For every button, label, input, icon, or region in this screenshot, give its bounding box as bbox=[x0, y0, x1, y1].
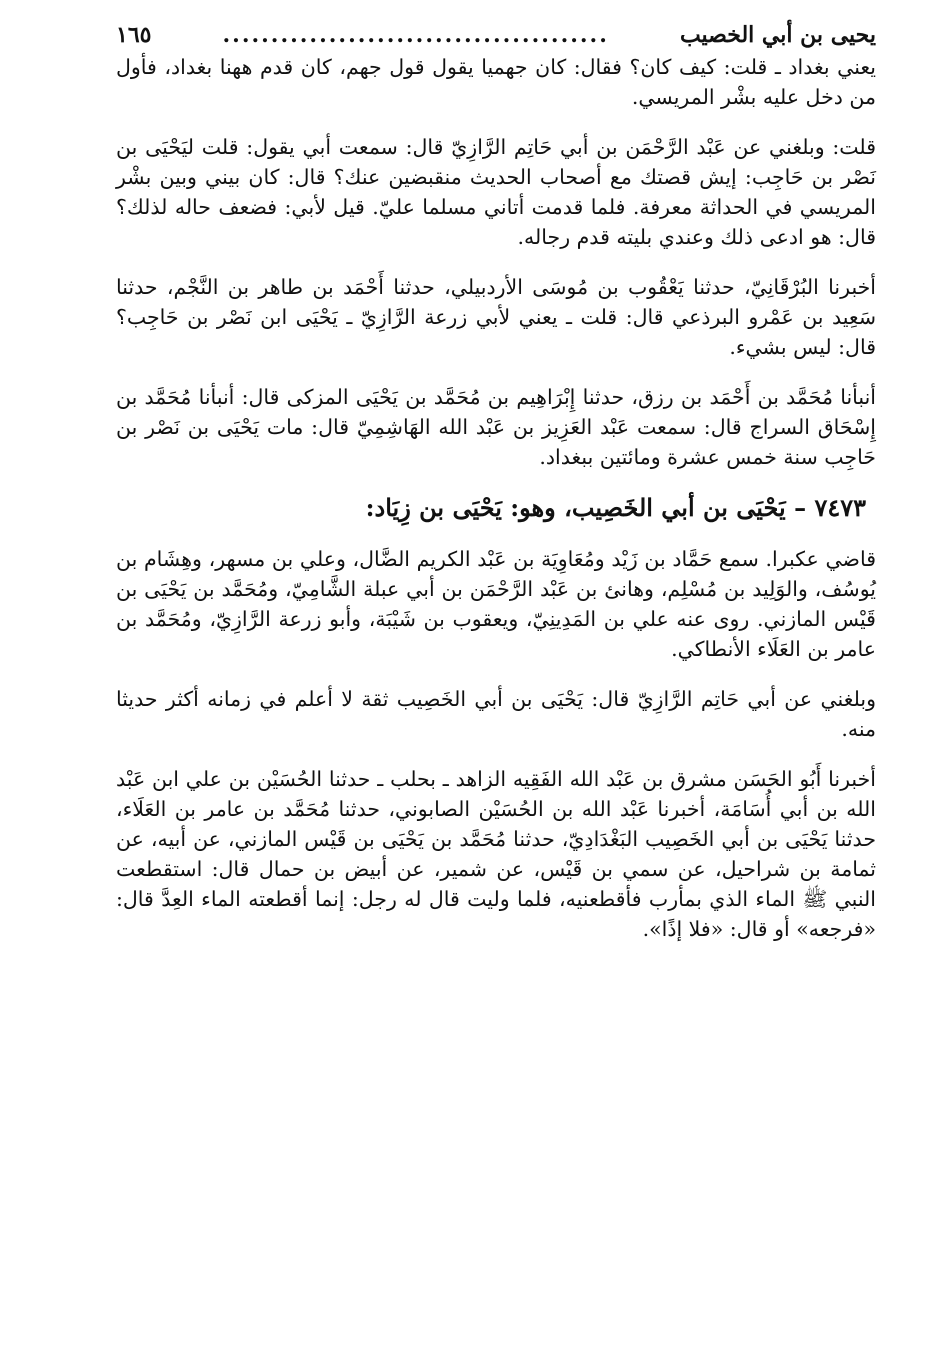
book-page bbox=[116, 18, 876, 944]
biography-entry-heading: ٧٤٧٣ – يَحْيَى بن أبي الخَصِيب، وهو: يَحْيَى بن زِيَاد: bbox=[365, 493, 866, 522]
paragraph-biography: قاضي عكبرا. سمع حَمَّاد بن زَيْد ومُعَاوِيَة بن عَبْد الكريم الضَّال، وعلي بن مسهر، وهِشَام بن يُوسُف، والوَلِيد بن مُسْلِم، وهانئ بن عَبْد الرَّحْمَن بن أبي عبلة الشَّامِيّ، ومُحَمَّد بن يَحْيَى بن قَيْس المازني. روى عنه علي بن المَدِينِيّ، ويعقوب بن شَيْبَة، وأبو زرعة الرَّازِيّ، ومُحَمَّد بن عامر بن العَلَاء الأنطاكي. bbox=[116, 547, 876, 661]
page-number: ١٦٥ bbox=[116, 22, 152, 48]
header-leader-dots: ........................................ bbox=[222, 22, 609, 48]
paragraph-continuation: يعني بغداد ـ قلت: كيف كان؟ فقال: كان جهميا يقول قول جهم، كان قدم ههنا بغداد، فأول من دخل عليه بشْر المريسي. bbox=[116, 55, 876, 109]
paragraph-narration: قلت: وبلغني عن عَبْد الرَّحْمَن بن أبي حَاتِم الرَّازِيّ قال: سمعت أبي يقول: قلت ليَحْيَى بن نَصْر بن حَاجِب: إيش قصتك مع أصحاب الحديث منقبضين عنك؟ قال: كان بيني وبين بشْر المريسي في الحداثة معرفة. فلما قدمت أتاني مسلما عليّ. قيل لأبي: فضعف حاله لذلك؟ قال: هو ادعى ذلك وعندي بليته قدم رجاله. bbox=[116, 135, 877, 249]
paragraph-narration: أخبرنا البُرْقَانِيّ، حدثنا يَعْقُوب بن مُوسَى الأردبيلي، حدثنا أَحْمَد بن طاهر بن النَّجْم، حدثنا سَعِيد بن عَمْرو البرذعي قال: قلت ـ يعني لأبي زرعة الرَّازِيّ ـ يَحْيَى ابن نَصْر بن حَاجِب؟ قال: ليس بشيء. bbox=[116, 275, 876, 359]
paragraph-narration: أنبأنا مُحَمَّد بن أَحْمَد بن رزق، حدثنا إِبْرَاهِيم بن مُحَمَّد بن يَحْيَى المزكى قال: أنبأنا مُحَمَّد بن إِسْحَاق السراج قال: سمعت عَبْد العَزِيز بن عَبْد الله الهَاشِمِيّ قال: مات يَحْيَى بن نَصْر بن حَاجِب سنة خمس عشرة ومائتين ببغداد. bbox=[116, 385, 876, 469]
page-header bbox=[116, 18, 876, 52]
running-title: يحيى بن أبي الخصيب bbox=[679, 22, 876, 48]
paragraph-assessment: وبلغني عن أبي حَاتِم الرَّازِيّ قال: يَحْيَى بن أبي الخَصِيب ثقة لا أعلم في زمانه أكثر حديثا منه. bbox=[116, 687, 876, 741]
paragraph-hadith: أخبرنا أَبُو الحَسَن مشرق بن عَبْد الله الفَقِيه الزاهد ـ بحلب ـ حدثنا الحُسَيْن بن علي ابن عَبْد الله بن أبي أُسَامَة، أخبرنا عَبْد الله بن الحُسَيْن الصابوني، حدثنا مُحَمَّد بن عامر بن العَلَاء، حدثنا يَحْيَى بن أبي الخَصِيب البَغْدَادِيّ، حدثنا مُحَمَّد بن يَحْيَى بن قَيْس المازني، عن أبيه، عن ثمامة بن شراحيل، عن سمي بن قَيْس، عن شمير، عن أبيض بن حمال قال: استقطعت النبي ﷺ الماء الذي بمأرب فأقطعنيه، فلما وليت قال له رجل: إنما أقطعته الماء العِدَّ قال: «فرجعه» أو قال: «فلا إذًا». bbox=[116, 767, 876, 941]
